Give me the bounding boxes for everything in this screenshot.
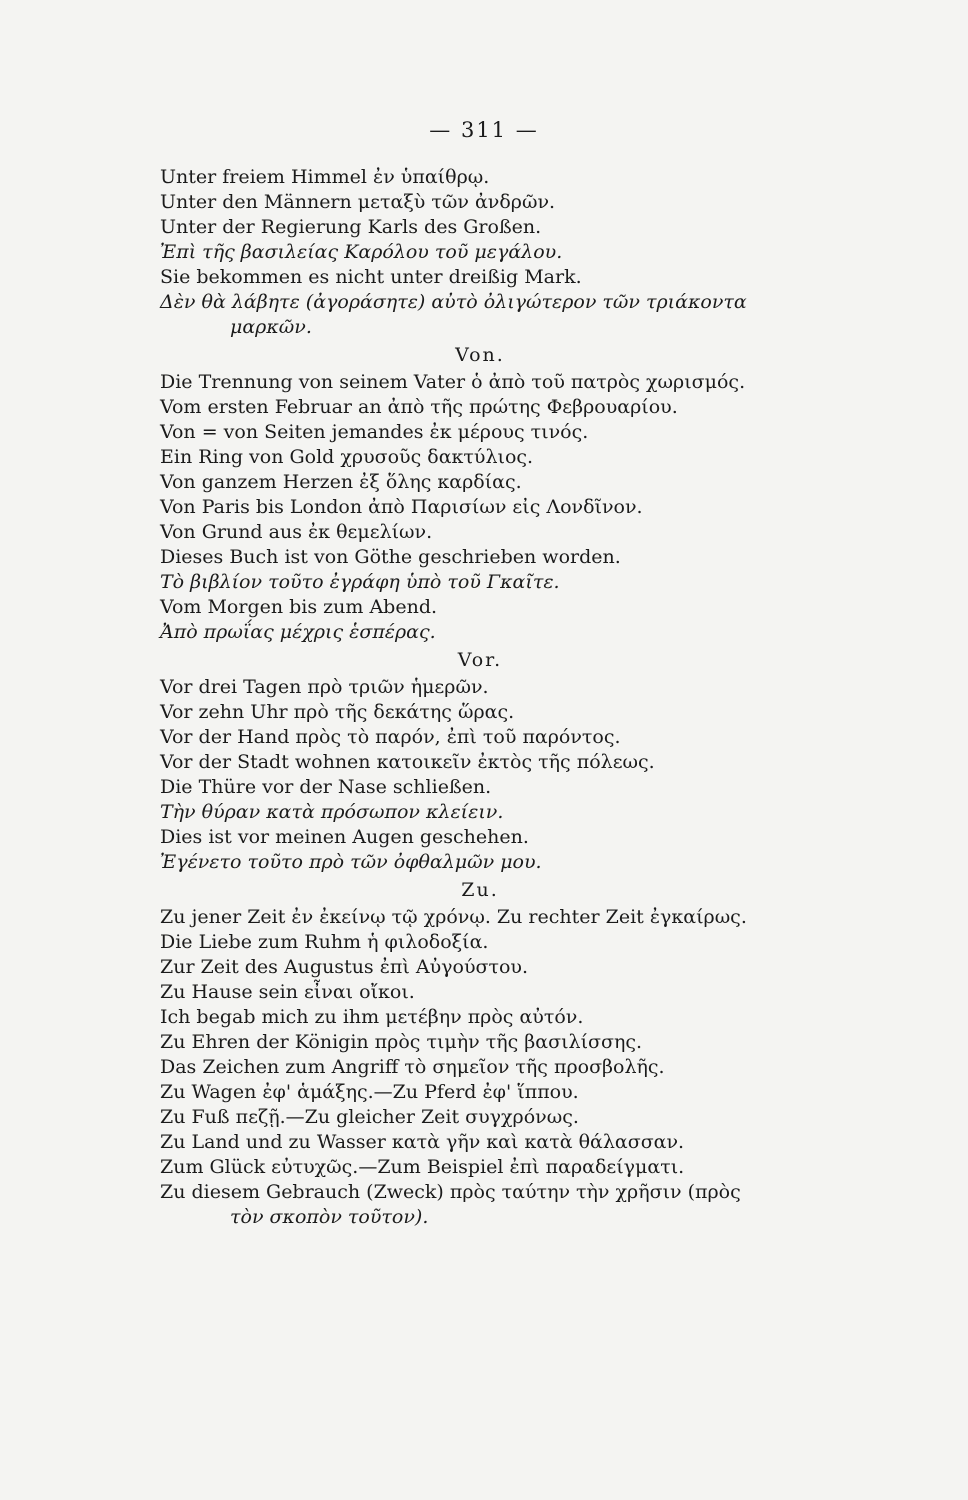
text-line: Das Zeichen zum Angriff τὸ σημεῖον τῆς προσβολῆς. bbox=[160, 1056, 665, 1078]
text-line: Zu Fuß πεζῇ.—Zu gleicher Zeit συγχρόνως. bbox=[160, 1106, 579, 1128]
text-line: Ich begab mich zu ihm μετέβην πρὸς αὐτόν. bbox=[160, 1006, 584, 1028]
text-line: Vor zehn Uhr πρὸ τῆς δεκάτης ὥρας. bbox=[160, 701, 515, 723]
greek-line: Ἀπὸ πρωΐας μέχρις ἑσπέρας. bbox=[160, 621, 436, 643]
text-line: Unter freiem Himmel ἐν ὑπαίθρῳ. bbox=[160, 166, 490, 188]
greek-line: Τὴν θύραν κατὰ πρόσωπον κλείειν. bbox=[160, 801, 504, 823]
text-line: Zu Wagen ἐφ' ἁμάξης.—Zu Pferd ἐφ' ἵππου. bbox=[160, 1081, 579, 1103]
section-heading: Von. bbox=[455, 344, 505, 366]
text-line: Die Liebe zum Ruhm ἡ φιλοδοξία. bbox=[160, 931, 489, 953]
section-heading: Zu. bbox=[461, 879, 499, 901]
text-line: Vom ersten Februar an ἀπὸ τῆς πρώτης Φεβρουαρίου. bbox=[160, 396, 678, 418]
text-line: Vor drei Tagen πρὸ τριῶν ἡμερῶν. bbox=[160, 676, 489, 698]
text-line: Unter den Männern μεταξὺ τῶν ἀνδρῶν. bbox=[160, 191, 556, 213]
text-line: Ein Ring von Gold χρυσοῦς δακτύλιος. bbox=[160, 446, 534, 468]
text-line: Von Paris bis London ἀπὸ Παρισίων εἰς Λονδῖνον. bbox=[160, 496, 643, 518]
text-line: Die Thüre vor der Nase schließen. bbox=[160, 776, 492, 798]
text-line: Vor der Hand πρὸς τὸ παρόν, ἐπὶ τοῦ παρόντος. bbox=[160, 726, 621, 748]
text-line: Dies ist vor meinen Augen geschehen. bbox=[160, 826, 529, 848]
text-line: Vor der Stadt wohnen κατοικεῖν ἐκτὸς τῆς πόλεως. bbox=[160, 751, 655, 773]
greek-continuation-line: τὸν σκοπὸν τοῦτον). bbox=[230, 1206, 429, 1228]
text-line: Vom Morgen bis zum Abend. bbox=[160, 596, 438, 618]
text-body bbox=[160, 165, 800, 1230]
section-heading: Vor. bbox=[457, 649, 503, 671]
text-line: Die Trennung von seinem Vater ὁ ἀπὸ τοῦ πατρὸς χωρισμός. bbox=[160, 371, 746, 393]
text-line: Zu Land und zu Wasser κατὰ γῆν καὶ κατὰ θάλασσαν. bbox=[160, 1131, 685, 1153]
greek-continuation-line: μαρκῶν. bbox=[230, 316, 312, 338]
text-line: Zum Glück εὐτυχῶς.—Zum Beispiel ἐπὶ παραδείγματι. bbox=[160, 1156, 685, 1178]
text-line: Zu Ehren der Königin πρὸς τιμὴν τῆς βασιλίσσης. bbox=[160, 1031, 643, 1053]
text-line: Zur Zeit des Augustus ἐπὶ Αὐγούστου. bbox=[160, 956, 529, 978]
greek-line: Ἐγένετο τοῦτο πρὸ τῶν ὀφθαλμῶν μου. bbox=[160, 851, 542, 873]
greek-line: Τὸ βιβλίον τοῦτο ἐγράφη ὑπὸ τοῦ Γκαῖτε. bbox=[160, 571, 560, 593]
text-line: Von ganzem Herzen ἐξ ὅλης καρδίας. bbox=[160, 471, 522, 493]
greek-line: Ἐπὶ τῆς βασιλείας Καρόλου τοῦ μεγάλου. bbox=[160, 241, 563, 263]
text-line: Unter der Regierung Karls des Großen. bbox=[160, 216, 542, 238]
page-number: — 311 — bbox=[429, 118, 539, 142]
text-line: Sie bekommen es nicht unter dreißig Mark. bbox=[160, 266, 582, 288]
text-line: Von = von Seiten jemandes ἐκ μέρους τινός. bbox=[160, 421, 589, 443]
text-line: Zu jener Zeit ἐν ἐκείνῳ τῷ χρόνῳ. Zu rechter Zeit ἐγκαίρως. bbox=[160, 906, 747, 928]
text-line: Von Grund aus ἐκ θεμελίων. bbox=[160, 521, 433, 543]
text-line: Zu diesem Gebrauch (Zweck) πρὸς ταύτην τὴν χρῆσιν (πρὸς bbox=[160, 1181, 741, 1203]
greek-line: Δὲν θὰ λάβητε (ἀγοράσητε) αὐτὸ ὀλιγώτερον τῶν τριάκοντα bbox=[160, 291, 747, 313]
text-line: Dieses Buch ist von Göthe geschrieben worden. bbox=[160, 546, 621, 568]
text-line: Zu Hause sein εἶναι οἴκοι. bbox=[160, 981, 415, 1003]
